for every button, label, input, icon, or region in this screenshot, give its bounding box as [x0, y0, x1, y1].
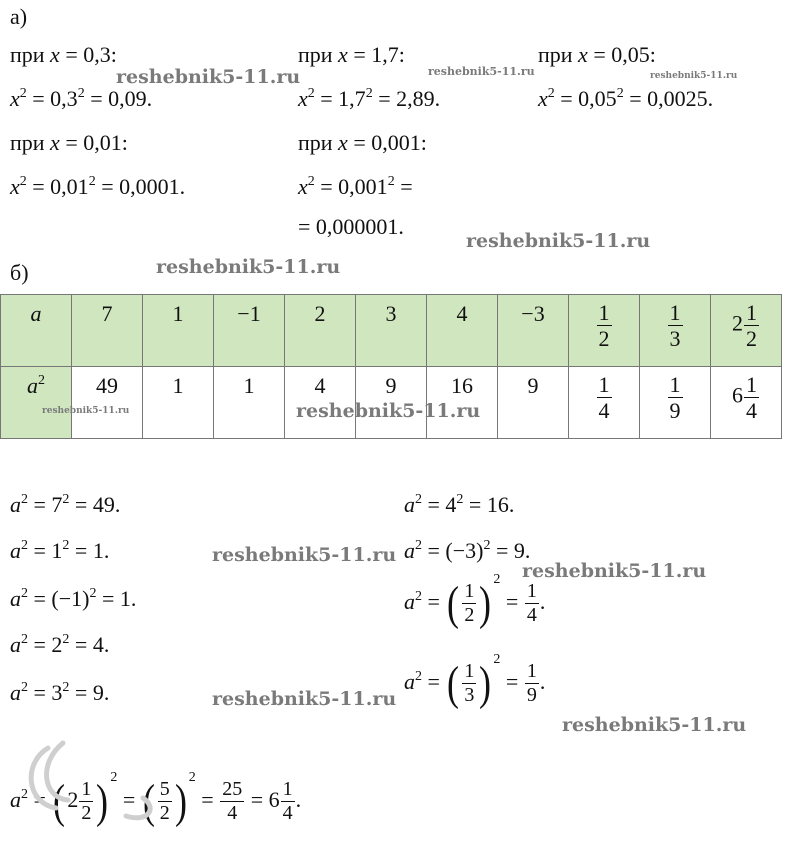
part-a-label: а)	[10, 4, 28, 29]
calc-5-cont: = 0,000001.	[298, 214, 404, 239]
watermark: reshebnik5-11.ru	[116, 66, 301, 88]
calc-b-9: $a^2$ = ( $\frac{1}{3}$ ) $^2$ = $\frac{1}{9}$ .	[404, 652, 546, 710]
cond-4: при x = 0,01:	[10, 130, 128, 155]
table-row-a	[1, 295, 782, 367]
watermark: reshebnik5-11.ru	[42, 406, 130, 416]
table-cell: 9	[356, 367, 427, 439]
table-cell: $\frac{1}{2}$	[569, 295, 640, 367]
calc-1: $x^2 = 0,3^2 = 0,09$.	[10, 86, 153, 111]
watermark: reshebnik5-11.ru	[212, 544, 397, 566]
calc-b-4: $a^2 = 2^2 = 4$.	[10, 632, 110, 657]
watermark: reshebnik5-11.ru	[156, 256, 341, 278]
calc-4: $x^2 = 0,01^2 = 0,0001$.	[10, 174, 186, 199]
calc-3: $x^2 = 0,05^2 = 0,0025$.	[538, 86, 714, 111]
cond-5: при x = 0,001:	[298, 130, 427, 155]
cond-3: при x = 0,05:	[538, 42, 656, 67]
table-cell: −1	[214, 295, 285, 367]
table-cell: 1	[143, 295, 214, 367]
watermark: reshebnik5-11.ru	[522, 560, 707, 582]
table-cell: 4	[285, 367, 356, 439]
table-cell: 16	[427, 367, 498, 439]
calc-2: $x^2 = 1,7^2 = 2,89$.	[298, 86, 441, 111]
table-cell: 1	[143, 367, 214, 439]
calc-b-2: $a^2 = 1^2 = 1$.	[10, 538, 110, 563]
calc-b-10: $a^2 = (2$ $\frac{1}{2}$ ) $^2$ = ( $\frac{5}{2}$ ) $^2$ = $\frac{25}{4}$ = 6 $\frac{1}{4}$ .	[10, 770, 302, 828]
watermark: reshebnik5-11.ru	[296, 400, 481, 422]
part-b-label: б)	[10, 260, 29, 285]
cond-1: при x = 0,3:	[10, 42, 117, 67]
calc-b-6: $a^2 = 4^2 = 16$.	[404, 492, 515, 517]
watermark: reshebnik5-11.ru	[562, 714, 747, 736]
calc-5: $x^2 = 0,001^2$ =	[298, 174, 413, 199]
table-cell: 2 $\frac{1}{2}$	[711, 295, 782, 367]
watermark: reshebnik5-11.ru	[650, 71, 738, 81]
calc-b-7: $a^2 = (-3)^2 = 9$.	[404, 538, 531, 563]
calc-b-3: $a^2 = (-1)^2 = 1$.	[10, 586, 137, 611]
table-cell: 7	[72, 295, 143, 367]
table-cell: 2	[285, 295, 356, 367]
row-header-a: a	[1, 295, 72, 367]
row-header-a2: $a^2$	[1, 367, 72, 439]
watermark: reshebnik5-11.ru	[212, 688, 397, 710]
cond-2: при x = 1,7:	[298, 42, 405, 67]
table-cell: 9	[498, 367, 569, 439]
table-cell: 6 $\frac{1}{4}$	[711, 367, 782, 439]
calc-b-8: $a^2$ = ( $\frac{1}{2}$ ) $^2$ = $\frac{1}{4}$ .	[404, 572, 546, 630]
table-cell: $\frac{1}{3}$	[640, 295, 711, 367]
watermark: reshebnik5-11.ru	[466, 230, 651, 252]
table-cell: $\frac{1}{4}$	[569, 367, 640, 439]
table-cell: 1	[214, 367, 285, 439]
logo-icon	[8, 708, 168, 828]
calc-b-1: $a^2 = 7^2 = 49$.	[10, 492, 121, 517]
table-cell: $\frac{1}{9}$	[640, 367, 711, 439]
table-cell: 49	[72, 367, 143, 439]
calc-b-5: $a^2 = 3^2 = 9$.	[10, 680, 110, 705]
table-cell: 3	[356, 295, 427, 367]
table-cell: 4	[427, 295, 498, 367]
table-cell: −3	[498, 295, 569, 367]
watermark: reshebnik5-11.ru	[428, 65, 535, 78]
